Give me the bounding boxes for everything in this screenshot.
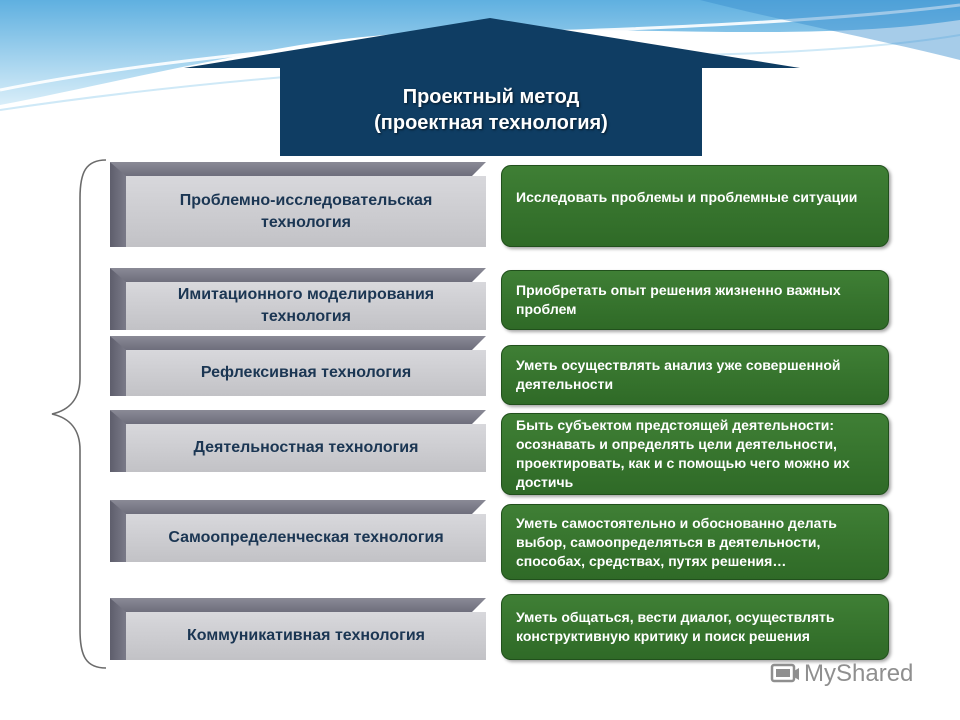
tech-box-self-determination <box>110 500 486 562</box>
watermark-text: MyShared <box>804 660 914 687</box>
curly-brace <box>50 158 108 670</box>
banner-roof <box>184 18 800 68</box>
tech-label: Проблемно-исследовательская технология <box>179 191 433 231</box>
tech-label: Самоопределенческая технология <box>168 529 444 546</box>
goal-box-problem-research <box>501 165 889 247</box>
tech-label: Деятельностная технология <box>193 439 419 456</box>
myshared-logo-icon <box>770 661 800 687</box>
goal-box-communicative <box>501 594 889 660</box>
goal-text: Уметь осуществлять анализ уже совершенной деятельности <box>516 357 841 392</box>
goal-box-self-determination <box>501 504 889 580</box>
tech-box-communicative <box>110 598 486 660</box>
watermark <box>770 660 913 688</box>
goal-text: Исследовать проблемы и проблемные ситуации <box>516 189 858 205</box>
goal-text: Уметь самостоятельно и обоснованно делать выбор, самоопределяться в деятельности, способах, средствах, путях решения… <box>516 514 837 569</box>
goal-text: Быть субъектом предстоящей деятельности: осознавать и определять цели деятельности, проектировать, как и с помощью чего можно их достичь <box>516 417 850 490</box>
tech-box-activity <box>110 410 486 472</box>
goal-text: Приобретать опыт решения жизненно важных проблем <box>516 282 841 317</box>
title-line-2: (проектная технология) <box>374 112 608 134</box>
tech-box-simulation <box>110 268 486 330</box>
tech-label: Коммуникативная технология <box>187 627 425 644</box>
goal-box-simulation <box>501 270 889 330</box>
tech-box-problem-research <box>110 162 486 247</box>
title-line-1: Проектный метод <box>402 86 580 108</box>
title-banner <box>280 64 702 156</box>
goal-box-reflexive <box>501 345 889 405</box>
goal-box-activity <box>501 413 889 495</box>
tech-label: Имитационного моделирования технология <box>177 286 435 325</box>
tech-box-reflexive <box>110 336 486 396</box>
goal-text: Уметь общаться, вести диалог, осуществлять конструктивную критику и поиск решения <box>516 609 835 644</box>
tech-label: Рефлексивная технология <box>200 364 412 381</box>
